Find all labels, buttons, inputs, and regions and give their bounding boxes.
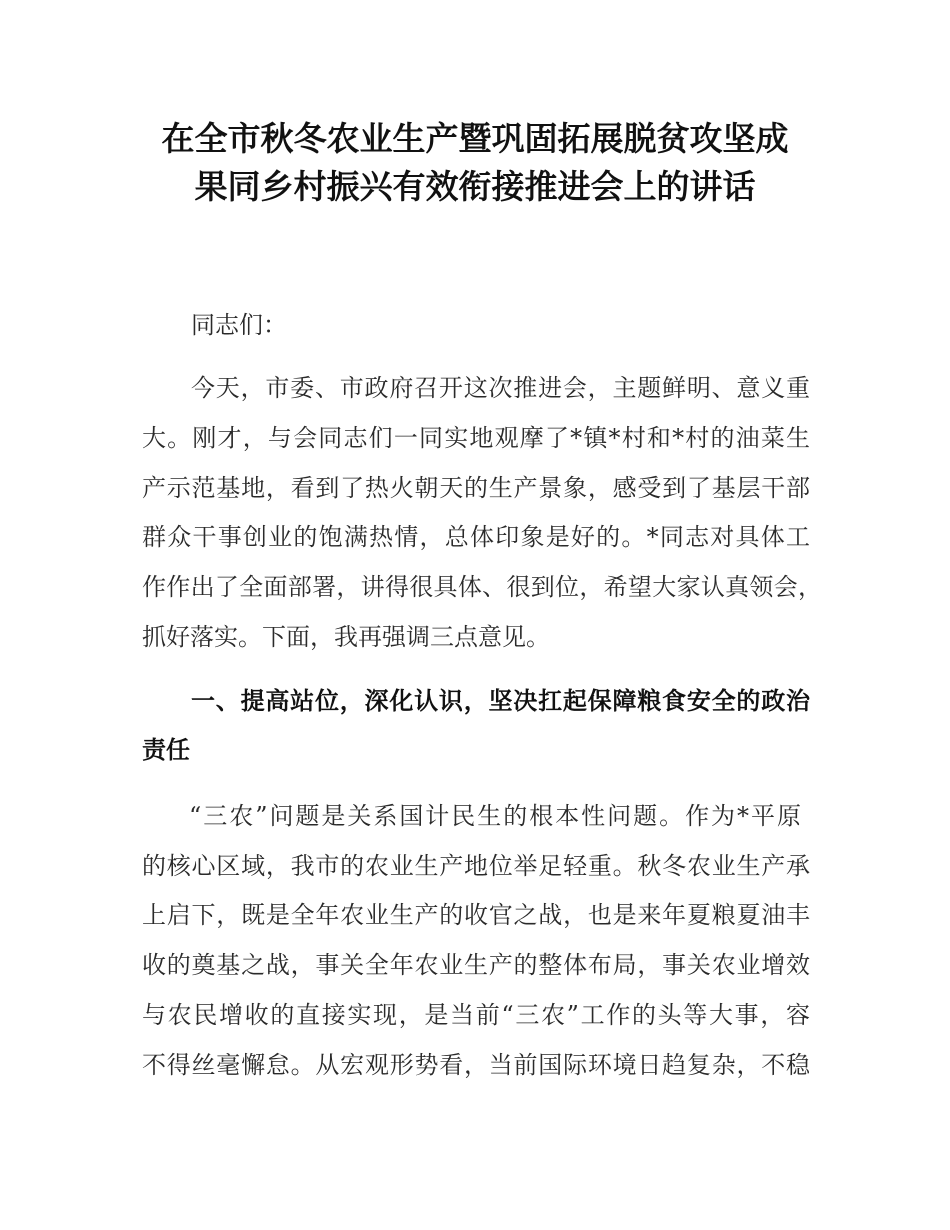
- paragraph-1-line-6: 抓好落实。下面，我再强调三点意见。: [142, 623, 550, 651]
- paragraph-2-line-5: 与农民增收的直接实现，是当前“三农”工作的头等大事，容: [142, 1001, 810, 1029]
- paragraph-2-line-1: “三农”问题是关系国计民生的根本性问题。作为*平原: [189, 802, 801, 830]
- paragraph-2-line-2: 的核心区域，我市的农业生产地位举足轻重。秋冬农业生产承: [142, 852, 810, 880]
- salutation: 同志们：: [191, 311, 287, 339]
- section-1-heading-line-1: 一、提高站位，深化认识，坚决扛起保障粮食安全的政治: [191, 687, 810, 715]
- document-title-line-1: 在全市秋冬农业生产暨巩固拓展脱贫攻坚成: [161, 119, 789, 158]
- paragraph-1-line-3: 产示范基地，看到了热火朝天的生产景象，感受到了基层干部: [142, 474, 810, 502]
- paragraph-1-line-1: 今天，市委、市政府召开这次推进会，主题鲜明、意义重: [191, 374, 810, 402]
- paragraph-2-line-3: 上启下，既是全年农业生产的收官之战，也是来年夏粮夏油丰: [142, 901, 810, 929]
- document-title-line-2: 果同乡村振兴有效衔接推进会上的讲话: [194, 167, 756, 206]
- paragraph-1-line-5: 作作出了全面部署，讲得很具体、很到位，希望大家认真领会，: [142, 573, 822, 601]
- paragraph-1-line-2: 大。刚才，与会同志们一同实地观摩了*镇*村和*村的油菜生: [142, 424, 810, 452]
- paragraph-1-line-4: 群众干事创业的饱满热情，总体印象是好的。*同志对具体工: [142, 523, 810, 551]
- paragraph-2-line-4: 收的奠基之战，事关全年农业生产的整体布局，事关农业增效: [142, 951, 810, 979]
- section-1-heading-line-2: 责任: [142, 736, 190, 764]
- paragraph-2-line-6: 不得丝毫懈怠。从宏观形势看，当前国际环境日趋复杂，不稳: [142, 1051, 810, 1079]
